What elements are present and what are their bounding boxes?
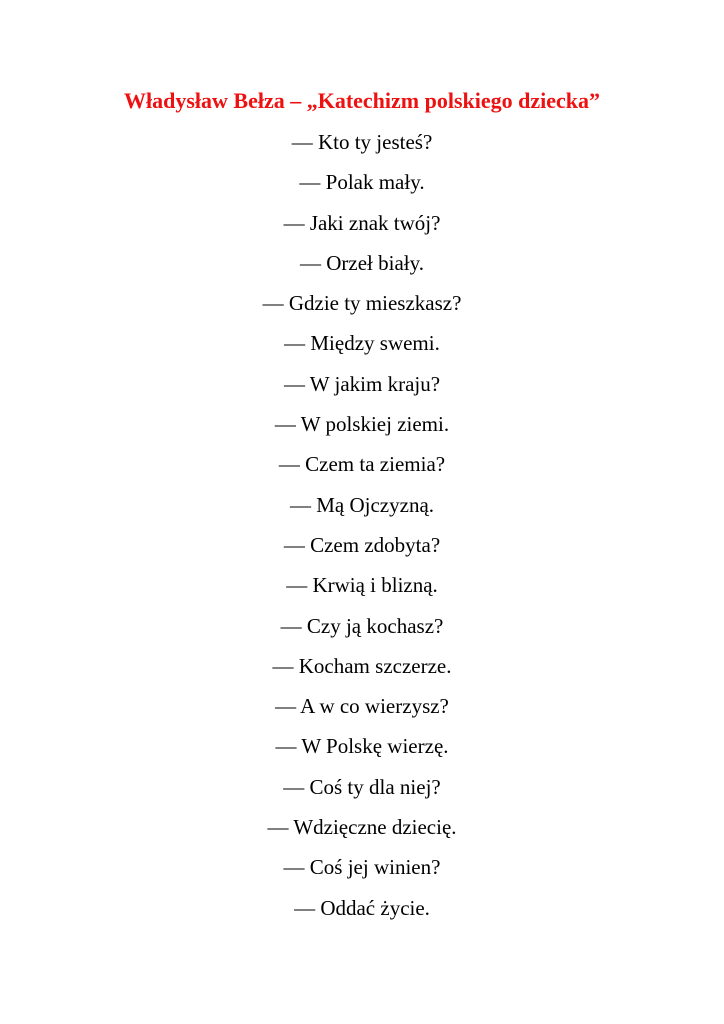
poem-lines: [0, 128, 724, 934]
poem-line: — Oddać życie.: [294, 895, 430, 920]
poem-line: — Czem ta ziemia?: [278, 452, 446, 477]
poem-line: — A w co wierzysz?: [275, 694, 449, 719]
poem-line: — Gdzie ty mieszkasz?: [262, 291, 462, 316]
poem-line: — Czy ją kochasz?: [280, 613, 444, 638]
poem-title: Władysław Bełza – „Katechizm polskiego dziecka”: [123, 88, 601, 113]
poem-line: — Mą Ojczyzną.: [289, 492, 435, 517]
poem-line: — Orzeł biały.: [299, 250, 424, 275]
poem-line: — Między swemi.: [284, 331, 440, 356]
poem-line: — Kto ty jesteś?: [291, 130, 433, 154]
poem-line: — Coś jej winien?: [283, 855, 441, 880]
poem-line: — Coś ty dla niej?: [283, 774, 441, 799]
poem-line: — Czem zdobyta?: [283, 532, 441, 557]
poem-line: — Jaki znak twój?: [283, 210, 441, 235]
poem-line: — Wdzięczne dziecię.: [267, 815, 457, 840]
poem-line: — Polak mały.: [299, 170, 425, 195]
poem-line: — Kocham szczerze.: [272, 653, 452, 678]
poem-line: — W jakim kraju?: [283, 371, 441, 396]
poem-line: — W polskiej ziemi.: [274, 412, 450, 437]
poem-line: — Krwią i blizną.: [286, 573, 438, 598]
poem-line: — W Polskę wierzę.: [275, 734, 449, 759]
